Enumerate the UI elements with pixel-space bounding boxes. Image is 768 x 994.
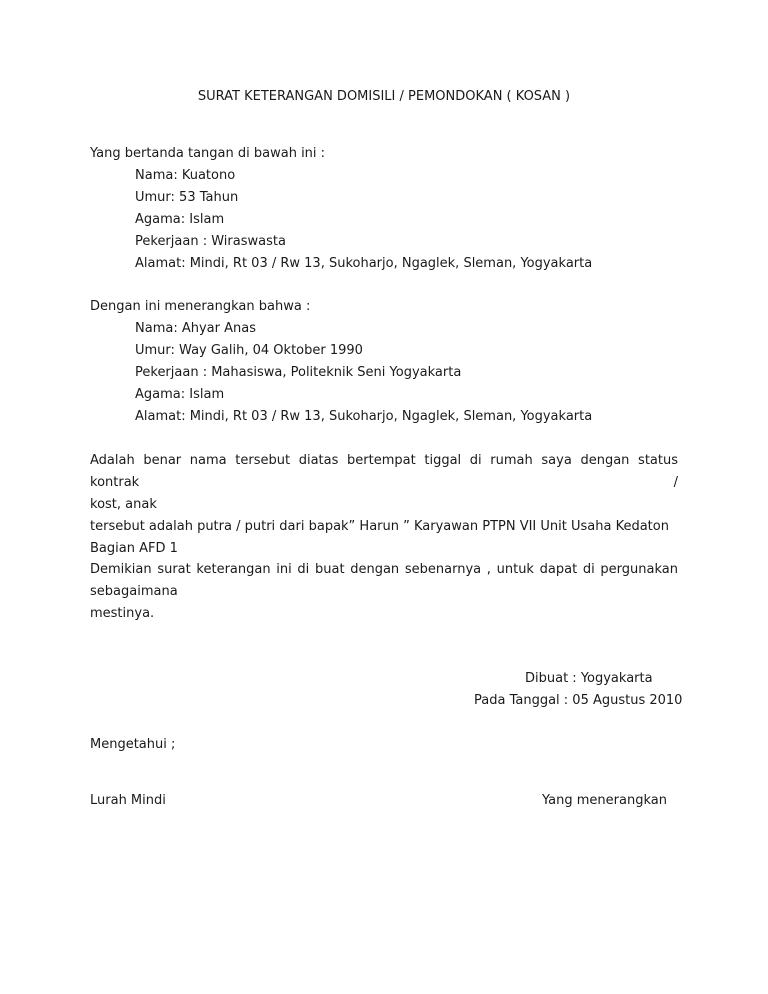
section2-occupation: Pekerjaan : Mahasiswa, Politeknik Seni Yogyakarta: [135, 365, 462, 380]
document-title: SURAT KETERANGAN DOMISILI / PEMONDOKAN ( KOSAN ): [197, 89, 571, 104]
section1-age: Umur: 53 Tahun: [135, 190, 239, 205]
acknowledged-label: Mengetahui ;: [90, 737, 176, 752]
section2-address: Alamat: Mindi, Rt 03 / Rw 13, Sukoharjo, Ngaglek, Sleman, Yogyakarta: [135, 409, 593, 424]
section2-religion: Agama: Islam: [135, 387, 225, 402]
statement-line-3: tersebut adalah putra / putri dari bapak” Harun ” Karyawan PTPN VII Unit Usaha Kedaton: [90, 519, 669, 534]
closing-paragraph: [90, 559, 678, 625]
section1-religion: Agama: Islam: [135, 212, 225, 227]
section1-intro: Yang bertanda tangan di bawah ini :: [90, 146, 326, 161]
signature-right: Yang menerangkan: [542, 793, 667, 808]
section2-name: Nama: Ahyar Anas: [135, 321, 256, 336]
section2-birth: Umur: Way Galih, 04 Oktober 1990: [135, 343, 363, 358]
statement-line-1: Adalah benar nama tersebut diatas bertempat tiggal di rumah saya dengan status kontrak /: [90, 453, 678, 490]
section1-address: Alamat: Mindi, Rt 03 / Rw 13, Sukoharjo, Ngaglek, Sleman, Yogyakarta: [135, 256, 593, 271]
closing-line-2: sebagaimana: [90, 584, 178, 599]
statement-paragraph: [90, 450, 678, 560]
date-line: Pada Tanggal : 05 Agustus 2010: [474, 693, 683, 708]
statement-line-4: Bagian AFD 1: [90, 541, 178, 556]
signature-left: Lurah Mindi: [90, 793, 166, 808]
closing-line-3: mestinya.: [90, 606, 155, 621]
closing-line-1: Demikian surat keterangan ini di buat dengan sebenarnya , untuk dapat di pergunakan: [90, 562, 678, 577]
place-line: Dibuat : Yogyakarta: [525, 671, 653, 686]
statement-line-2: kost, anak: [90, 497, 157, 512]
section1-occupation: Pekerjaan : Wiraswasta: [135, 234, 286, 249]
section1-name: Nama: Kuatono: [135, 168, 236, 183]
section2-intro: Dengan ini menerangkan bahwa :: [90, 299, 311, 314]
